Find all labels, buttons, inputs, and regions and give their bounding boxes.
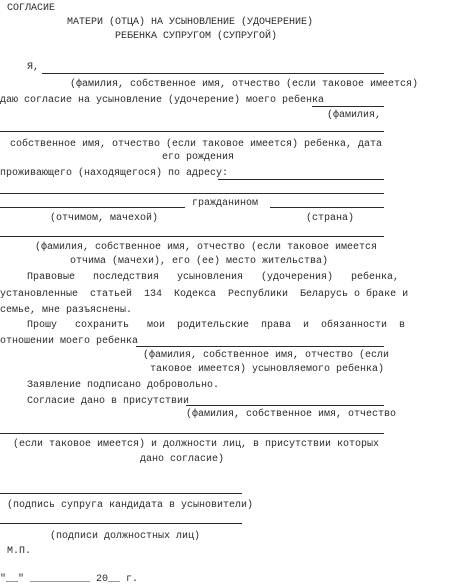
consent-text: даю согласие на усыновление (удочерение) моего ребенка bbox=[0, 95, 325, 106]
form-title-line1: МАТЕРИ (ОТЦА) НА УСЫНОВЛЕНИЕ (УДОЧЕРЕНИЕ) bbox=[67, 17, 314, 28]
address-line2[interactable] bbox=[0, 193, 384, 194]
officials-signature-line[interactable] bbox=[0, 523, 242, 524]
caption-stepparent-residence: отчима (мачехи), его (ее) место жительства) bbox=[70, 256, 329, 267]
caption-adopted: таковое имеется) усыновляемого ребенка) bbox=[150, 364, 385, 375]
legal-line1: Правовые последствия усыновления (удочерения) ребенка, bbox=[27, 272, 400, 283]
country-line[interactable] bbox=[270, 207, 384, 208]
caption-officials: (если таковое имеется) и должности лиц, в присутствии которых bbox=[13, 439, 380, 450]
voluntary-statement: Заявление подписано добровольно. bbox=[27, 380, 220, 391]
seal-label: М.П. bbox=[7, 546, 32, 557]
i-label: Я, bbox=[27, 62, 40, 73]
caption-stepparent-fio: (фамилия, собственное имя, отчество (если таковое имеется bbox=[35, 242, 378, 253]
presence-label: Согласие дано в присутствии bbox=[27, 396, 190, 407]
applicant-name-line[interactable] bbox=[42, 73, 384, 74]
form-title-line2: РЕБЕНКА СУПРУГОМ (СУПРУГОЙ) bbox=[115, 31, 278, 42]
caption-fio-short: (фамилия, bbox=[327, 110, 382, 121]
citizen-label: гражданином bbox=[192, 198, 259, 209]
caption-applicant-fio: (фамилия, собственное имя, отчество (если таковое имеется) bbox=[70, 79, 419, 90]
legal-line2: установленные статьей 134 Кодекса Республики Беларусь о браке и bbox=[0, 289, 409, 300]
caption-child-name: собственное имя, отчество (если таковое имеется) ребенка, дата bbox=[10, 139, 383, 150]
caption-birth: его рождения bbox=[162, 152, 235, 163]
officials-line1[interactable] bbox=[186, 405, 384, 406]
adopted-child-name-line[interactable] bbox=[136, 346, 384, 347]
rights-line1: Прошу сохранить мои родительские права и обязанности в bbox=[27, 320, 406, 331]
stepparent-line[interactable] bbox=[0, 207, 185, 208]
caption-spouse-signature: (подпись супруга кандидата в усыновители) bbox=[7, 500, 254, 511]
caption-officials-signature: (подписи должностных лиц) bbox=[50, 531, 201, 542]
caption-officials-fio: (фамилия, собственное имя, отчество bbox=[186, 409, 397, 420]
caption-given: дано согласие) bbox=[140, 454, 225, 465]
rights-line2: отношении моего ребенка bbox=[0, 336, 139, 347]
stepparent-name-line[interactable] bbox=[0, 236, 384, 237]
date-line[interactable]: "__" __________ 20__ г. bbox=[0, 574, 139, 585]
address-line1[interactable] bbox=[218, 179, 384, 180]
officials-line2[interactable] bbox=[0, 433, 384, 434]
child-name-line[interactable] bbox=[0, 131, 384, 132]
caption-stepparent: (отчимом, мачехой) bbox=[50, 213, 159, 224]
child-name-line-start[interactable] bbox=[312, 106, 384, 107]
spouse-signature-line[interactable] bbox=[0, 493, 242, 494]
caption-adopted-fio: (фамилия, собственное имя, отчество (если bbox=[143, 350, 390, 361]
residing-label: проживающего (находящегося) по адресу: bbox=[0, 168, 229, 179]
form-heading: СОГЛАСИЕ bbox=[7, 3, 56, 14]
caption-country: (страна) bbox=[306, 213, 355, 224]
legal-line3: семье, мне разъяснены. bbox=[0, 305, 133, 316]
